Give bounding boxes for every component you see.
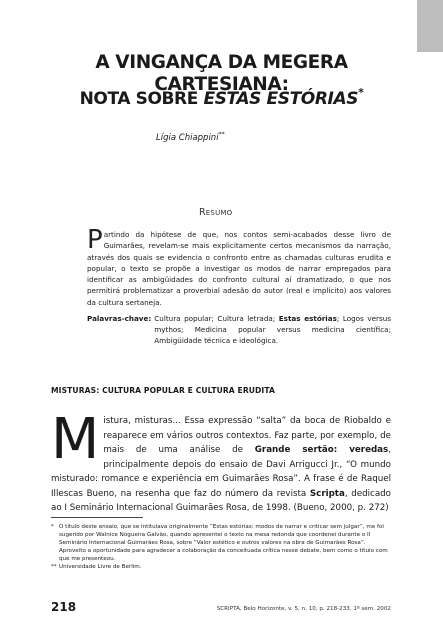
keywords-label: Palavras-chave:	[87, 314, 152, 323]
journal-citation: SCRIPTA, Belo Horizonte, v. 5, n. 10, p. 218-233, 1º sem. 2002	[216, 606, 391, 612]
author-name	[156, 131, 225, 143]
footnote-2-mark: **	[51, 564, 57, 570]
page-corner-tab	[417, 0, 443, 52]
body-text-3: , dedicado ao I Seminário Internacional Guimarães Rosa, de 1998. (Bueno, 2000, p. 272)	[51, 488, 391, 513]
keywords-part1: Cultura popular; Cultura letrada;	[154, 314, 279, 323]
abstract-text	[87, 225, 391, 308]
footnote-1-text: O título deste ensaio, que se intitulava originalmente “Estas estórias: modos de narrar e criticar sem julgar”, me foi sugerido por Walnice Nogueira Galvão, quando apresentei o texto na mesa redonda que coordenei durante o II Seminário Internacional Guimarães Rosa, sobre “Valor estético e outros valores na obra de Guimarães Rosa”. Aproveito a oportunidade para agradecer a colaboração da conceituada crítica nesse debate, bem como o título com que me presenteou.	[59, 524, 388, 562]
keywords	[87, 313, 391, 347]
body-paragraph	[51, 407, 391, 516]
author-name-text: Lígia Chiappini	[156, 133, 219, 143]
footnote-1-mark: *	[51, 524, 54, 530]
keywords-bold: Estas estórias	[278, 314, 337, 323]
body-text-2: , principalmente depois do ensaio de Davi Arrigucci Jr., “O mundo misturado: romance e experiência em Guimarães Rosa”. A frase é de Raquel Illescas Bueno, na resenha que faz do número da revista	[51, 445, 391, 499]
body-text-1: istura, misturas... Essa expressão “salta” da boca de Riobaldo e reaparece em vários outros contextos. Faz parte, por exemplo, de mais de uma análise de	[103, 416, 391, 455]
footnote-rule	[51, 517, 143, 518]
abstract-drop-cap: P	[87, 225, 103, 255]
page-number: 218	[51, 600, 77, 614]
footnotes	[51, 523, 389, 571]
title-footnote-mark: *	[358, 86, 364, 99]
footnote-2	[51, 563, 389, 571]
abstract-body: artindo da hipótese de que, nos contos semi-acabados desse livro de Guimarães, revelam-se mais explicitamente certos mecanismos da narração, através dos quais se evidencia o confronto entre as chamadas culturas erudita e popular, o texto se propõe a investigar os modos de narrar empregados para identificar as ambigüidades do confronto cultural aí dramatizado, o que nos permitirá problematizar a proverbial adesão do autor (real e implícito) aos valores da cultura sertaneja.	[87, 230, 391, 307]
title-prefix: NOTA SOBRE	[79, 89, 204, 109]
keywords-part2: ; Logos versus mythos; Medicina popular versus medicina científica; Ambigüidade técnica e ideológica.	[154, 314, 392, 346]
keywords-text	[154, 313, 391, 347]
author-footnote-mark: **	[218, 131, 225, 138]
body-bold-1: Grande sertão: veredas	[254, 445, 389, 455]
body-drop-cap: M	[51, 407, 100, 472]
body-bold-2: Scripta	[309, 488, 345, 499]
abstract-heading: Resumo	[199, 207, 233, 218]
article-title-line1: A VINGANÇA DA MEGERA CARTESIANA:	[95, 52, 348, 95]
footnote-1	[51, 523, 389, 563]
title-italic: ESTAS ESTÓRIAS	[203, 89, 359, 109]
section-heading: MISTURAS: CULTURA POPULAR E CULTURA ERUDITA	[51, 386, 276, 395]
article-title-line2	[30, 82, 413, 110]
footnote-2-text: Universidade Livre de Berlim.	[59, 564, 142, 570]
